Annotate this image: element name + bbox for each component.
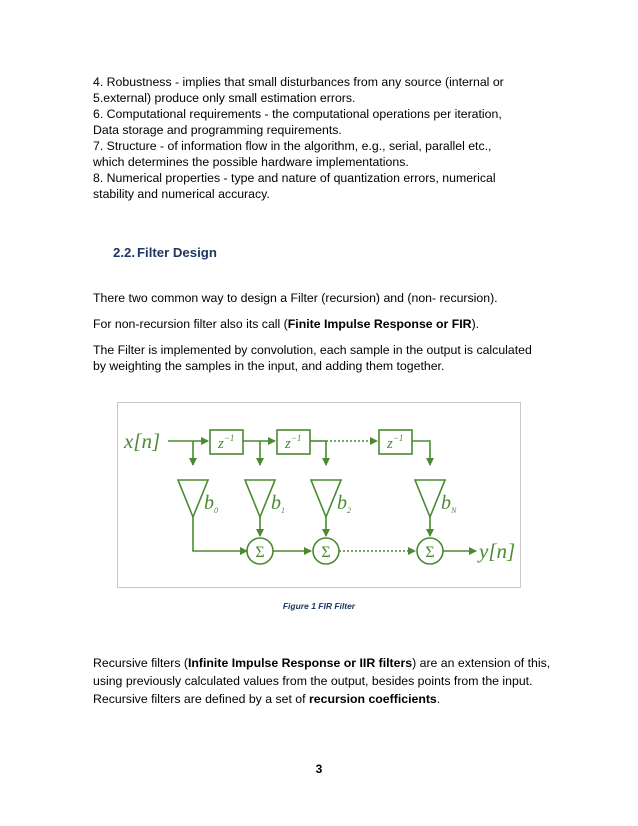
iir-text-before: Recursive filters (: [93, 656, 188, 670]
paragraph-fir-definition: [93, 316, 563, 332]
input-label: x[n]: [124, 429, 161, 453]
page-number: 3: [315, 762, 323, 776]
fir-text-after: ).: [471, 317, 480, 331]
section-title: Filter Design: [137, 245, 217, 260]
recursion-text-after: .: [436, 692, 441, 706]
delay-label-2: $z^{-1}$: [285, 433, 302, 452]
coefficient-b0: $b_0$: [204, 492, 218, 515]
paragraph-design-ways: There two common way to design a Filter (recursion) and (non- recursion).: [93, 291, 498, 305]
list-item-6-line2: Data storage and programming requirements.: [93, 123, 342, 137]
sum-symbol-1: Σ: [255, 544, 265, 561]
fir-diagram-svg: [118, 403, 520, 587]
list-item-7-line2: which determines the possible hardware implementations.: [93, 155, 409, 169]
list-item-4-line1: 4. Robustness - implies that small disturbances from any source (internal or: [93, 75, 504, 89]
figure-caption: Figure 1 FIR Filter: [282, 601, 356, 611]
list-item-6-line1: 6. Computational requirements - the computational operations per iteration,: [93, 107, 502, 121]
fir-filter-diagram: [117, 402, 521, 588]
fir-bold-term: Finite Impulse Response or FIR: [287, 317, 472, 331]
list-item-7-line1: 7. Structure - of information flow in the algorithm, e.g., serial, parallel etc.,: [93, 139, 492, 153]
sum-symbol-2: Σ: [321, 544, 331, 561]
coefficient-bn: $b_N$: [441, 492, 457, 515]
tap-line-n: [412, 441, 430, 465]
paragraph-iir-line1: [93, 655, 563, 671]
iir-text-after: ) are an extension of this,: [412, 656, 551, 670]
gain-line-0: [193, 517, 247, 551]
delay-label-1: $z^{-1}$: [218, 433, 235, 452]
list-item-4-line2: 5.external) produce only small estimation errors.: [93, 91, 356, 105]
coefficient-b1: $b_1$: [271, 492, 285, 515]
paragraph-convolution-line1: The Filter is implemented by convolution, each sample in the output is calculated: [93, 343, 532, 357]
output-label: y[n]: [479, 539, 516, 563]
list-item-8-line1: 8. Numerical properties - type and nature of quantization errors, numerical: [93, 171, 496, 185]
paragraph-iir-line2: using previously calculated values from the output, besides points from the input.: [93, 674, 533, 688]
list-item-8-line2: stability and numerical accuracy.: [93, 187, 270, 201]
coefficient-b2: $b_2$: [337, 492, 351, 515]
sum-symbol-n: Σ: [425, 544, 435, 561]
recursion-bold-term: recursion coefficients: [308, 692, 437, 706]
iir-bold-term: Infinite Impulse Response or IIR filters: [187, 656, 413, 670]
recursion-text-before: Recursive filters are defined by a set of: [93, 692, 309, 706]
fir-text-before: For non-recursion filter also its call (: [93, 317, 288, 331]
paragraph-iir-line3: [93, 691, 563, 707]
section-heading: [113, 245, 217, 260]
delay-label-3: $z^{-1}$: [387, 433, 404, 452]
paragraph-convolution-line2: by weighting the samples in the input, and adding them together.: [93, 359, 445, 373]
section-number: 2.2.: [113, 245, 135, 260]
